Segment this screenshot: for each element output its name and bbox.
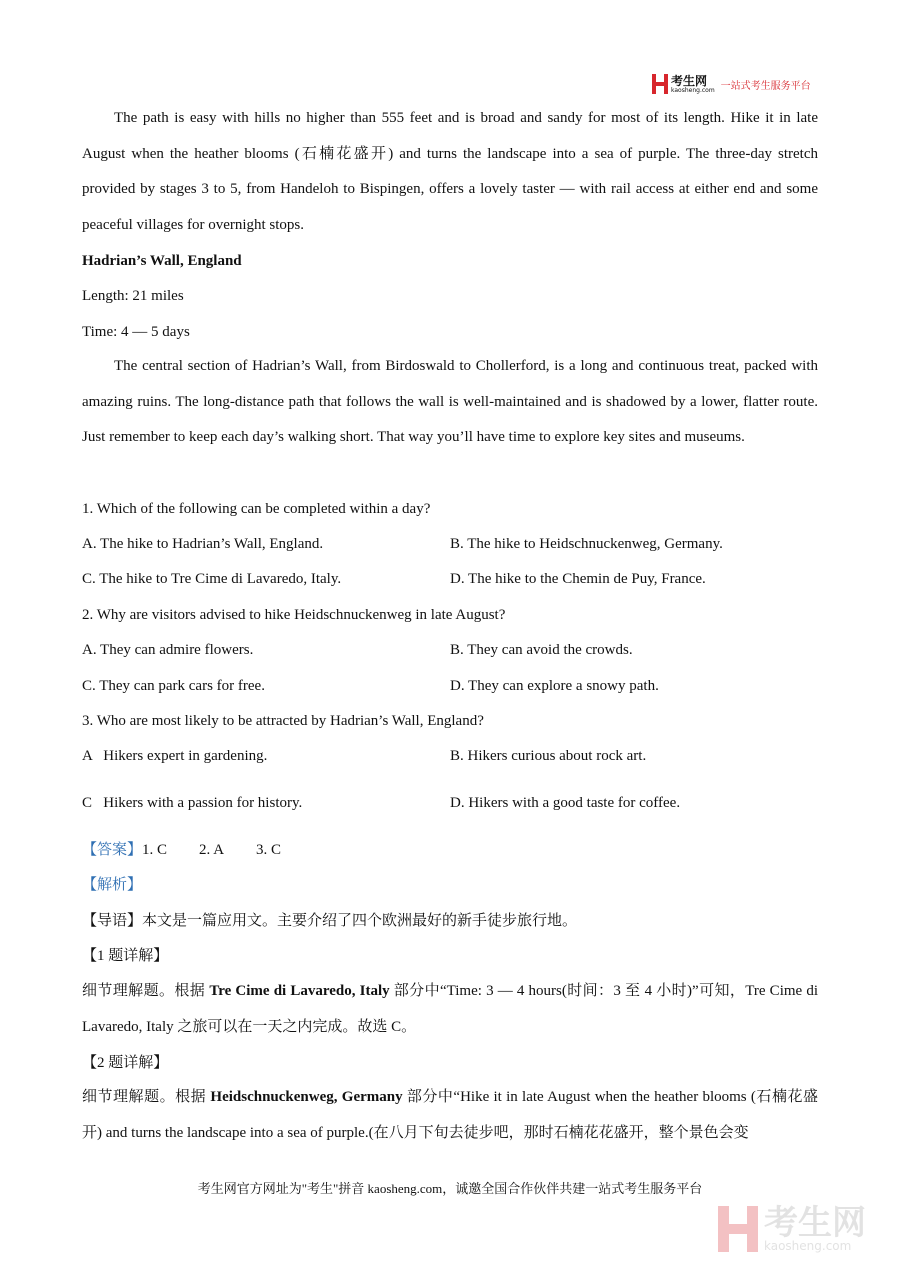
question-1-option-d: D. The hike to the Chemin de Puy, France. bbox=[450, 571, 706, 587]
question-3-option-d: D. Hikers with a good taste for coffee. bbox=[450, 795, 681, 811]
watermark-domain: kaosheng.com bbox=[764, 1239, 852, 1253]
logo-slogan: 一站式考生服务平台 bbox=[720, 80, 811, 92]
question-1-option-a: A. The hike to Hadrian’s Wall, England. bbox=[82, 536, 324, 552]
q1-detail-text bbox=[82, 974, 818, 1045]
q2-detail-post: 部分中“Hike it in late August when the heather blooms (石楠花盛开) and turns the landscape into a sea of purple.(在八月下旬去徒步吧，那时石楠花花盛开，整个景色会变 bbox=[82, 1089, 818, 1141]
analysis-label: 【解析】 bbox=[82, 877, 143, 893]
q1-detail-title: 【1 题详解】 bbox=[82, 948, 169, 964]
answer-3: 3. C bbox=[256, 842, 282, 858]
logo-icon bbox=[652, 74, 668, 94]
logo-name: 考生网 bbox=[671, 73, 708, 88]
question-2-stem: 2. Why are visitors advised to hike Heidschnuckenweg in late August? bbox=[82, 607, 506, 623]
question-3-stem: 3. Who are most likely to be attracted by Hadrian’s Wall, England? bbox=[82, 713, 484, 729]
time-line: Time: 4 — 5 days bbox=[82, 324, 190, 340]
q2-detail-text bbox=[82, 1080, 818, 1151]
q1-detail-pre: 细节理解题。根据 bbox=[82, 983, 210, 999]
logo-domain: kaosheng.com bbox=[671, 86, 715, 94]
question-3-option-a: A Hikers expert in gardening. bbox=[82, 748, 268, 764]
q2-detail-title: 【2 题详解】 bbox=[82, 1055, 169, 1071]
header-logo bbox=[652, 72, 811, 96]
answer-1: 1. C bbox=[142, 842, 168, 858]
question-1-option-c: C. The hike to Tre Cime di Lavaredo, Italy. bbox=[82, 571, 342, 587]
question-1-stem: 1. Which of the following can be completed within a day? bbox=[82, 501, 431, 517]
question-1-option-b: B. The hike to Heidschnuckenweg, Germany. bbox=[450, 536, 723, 552]
answer-line bbox=[82, 840, 281, 860]
q2-detail-pre: 细节理解题。根据 bbox=[82, 1089, 211, 1105]
section-title: Hadrian’s Wall, England bbox=[82, 253, 242, 269]
question-2-option-c: C. They can park cars for free. bbox=[82, 678, 265, 694]
analysis-intro: 【导语】本文是一篇应用文。主要介绍了四个欧洲最好的新手徒步旅行地。 bbox=[82, 913, 578, 929]
answer-label: 【答案】 bbox=[82, 842, 143, 858]
question-2-option-b: B. They can avoid the crowds. bbox=[450, 642, 633, 658]
question-3-option-c: C Hikers with a passion for history. bbox=[82, 795, 303, 811]
length-line: Length: 21 miles bbox=[82, 288, 184, 304]
answer-2: 2. A bbox=[199, 842, 225, 858]
footer-text: 考生网官方网址为"考生"拼音 kaosheng.com，诚邀全国合作伙伴共建一站式考生服务平台 bbox=[197, 1181, 703, 1196]
watermark-logo bbox=[718, 1203, 866, 1253]
q1-detail-bold: Tre Cime di Lavaredo, Italy bbox=[209, 983, 390, 999]
q2-detail-bold: Heidschnuckenweg, Germany bbox=[210, 1089, 403, 1105]
q1-detail-post: 部分中“Time: 3 — 4 hours(时间：3 至 4 小时)”可知，Tre Cime di Lavaredo, Italy 之旅可以在一天之内完成。故选 C。 bbox=[82, 983, 818, 1035]
watermark-icon bbox=[718, 1206, 758, 1252]
question-2-option-d: D. They can explore a snowy path. bbox=[450, 678, 659, 694]
watermark-name: 考生网 bbox=[764, 1203, 866, 1243]
question-2-option-a: A. They can admire flowers. bbox=[82, 642, 254, 658]
passage-paragraph-1: The path is easy with hills no higher than 555 feet and is broad and sandy for most of its length. Hike it in late August when the heather blooms (石楠花盛开) and turns the landscape into a sea of purple. The three-day stretch provided by stages 3 to 5, from Handeloh to Bispingen, offers a lovely taster — with rail access at either end and some peaceful villages for overnight stops. bbox=[82, 110, 818, 233]
passage-paragraph-2: The central section of Hadrian’s Wall, from Birdoswald to Chollerford, is a long and continuous treat, packed with amazing ruins. The long-distance path that follows the wall is well-maintained and is shadowed by a lower, flatter route. Just remember to keep each day’s walking short. That way you’ll have time to explore key sites and museums. bbox=[82, 358, 818, 445]
question-3-option-b: B. Hikers curious about rock art. bbox=[450, 748, 647, 764]
